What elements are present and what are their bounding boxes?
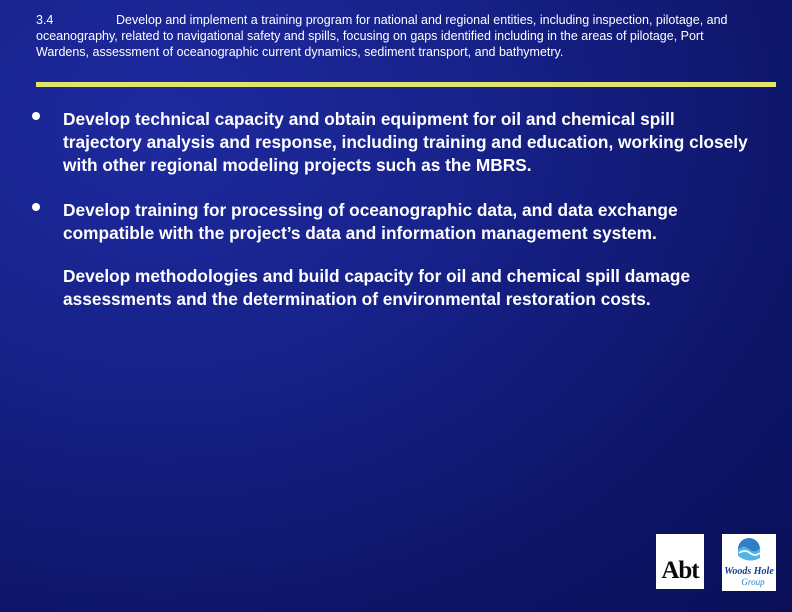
bullet-marker-icon	[32, 203, 40, 211]
bullet-item	[32, 108, 752, 177]
bullet-text: Develop technical capacity and obtain equipment for oil and chemical spill trajectory analysis and response, including training and education, working closely with other regional modeling projects such as the MBRS.	[63, 109, 748, 175]
bullet-text: Develop training for processing of oceanographic data, and data exchange compatible with the project’s data and information management system.	[63, 200, 678, 243]
heading-text: Develop and implement a training program for national and regional entities, including inspection, pilotage, and oceanography, related to navigational safety and spills, focusing on gaps identified including in the areas of pilotage, Port Wardens, assessment of oceanographic current dynamics, sediment transport, and bathymetry.	[36, 13, 728, 59]
heading-number: 3.4	[36, 13, 54, 27]
bullet-item	[32, 265, 752, 311]
bullet-item	[32, 199, 752, 245]
abt-logo-text: Abt	[661, 557, 699, 584]
woods-hole-group-logo	[722, 534, 776, 591]
woods-hole-wave-icon	[722, 534, 776, 591]
woods-hole-logo-subtext: Group	[741, 577, 765, 587]
heading-divider	[36, 82, 776, 87]
woods-hole-logo-text: Woods Hole	[724, 566, 774, 577]
bullet-text: Develop methodologies and build capacity for oil and chemical spill damage assessments and the determination of environmental restoration costs.	[63, 266, 691, 309]
abt-logo	[656, 534, 704, 589]
slide-heading	[36, 12, 758, 60]
bullet-list	[32, 108, 752, 311]
bullet-marker-icon	[32, 112, 40, 120]
